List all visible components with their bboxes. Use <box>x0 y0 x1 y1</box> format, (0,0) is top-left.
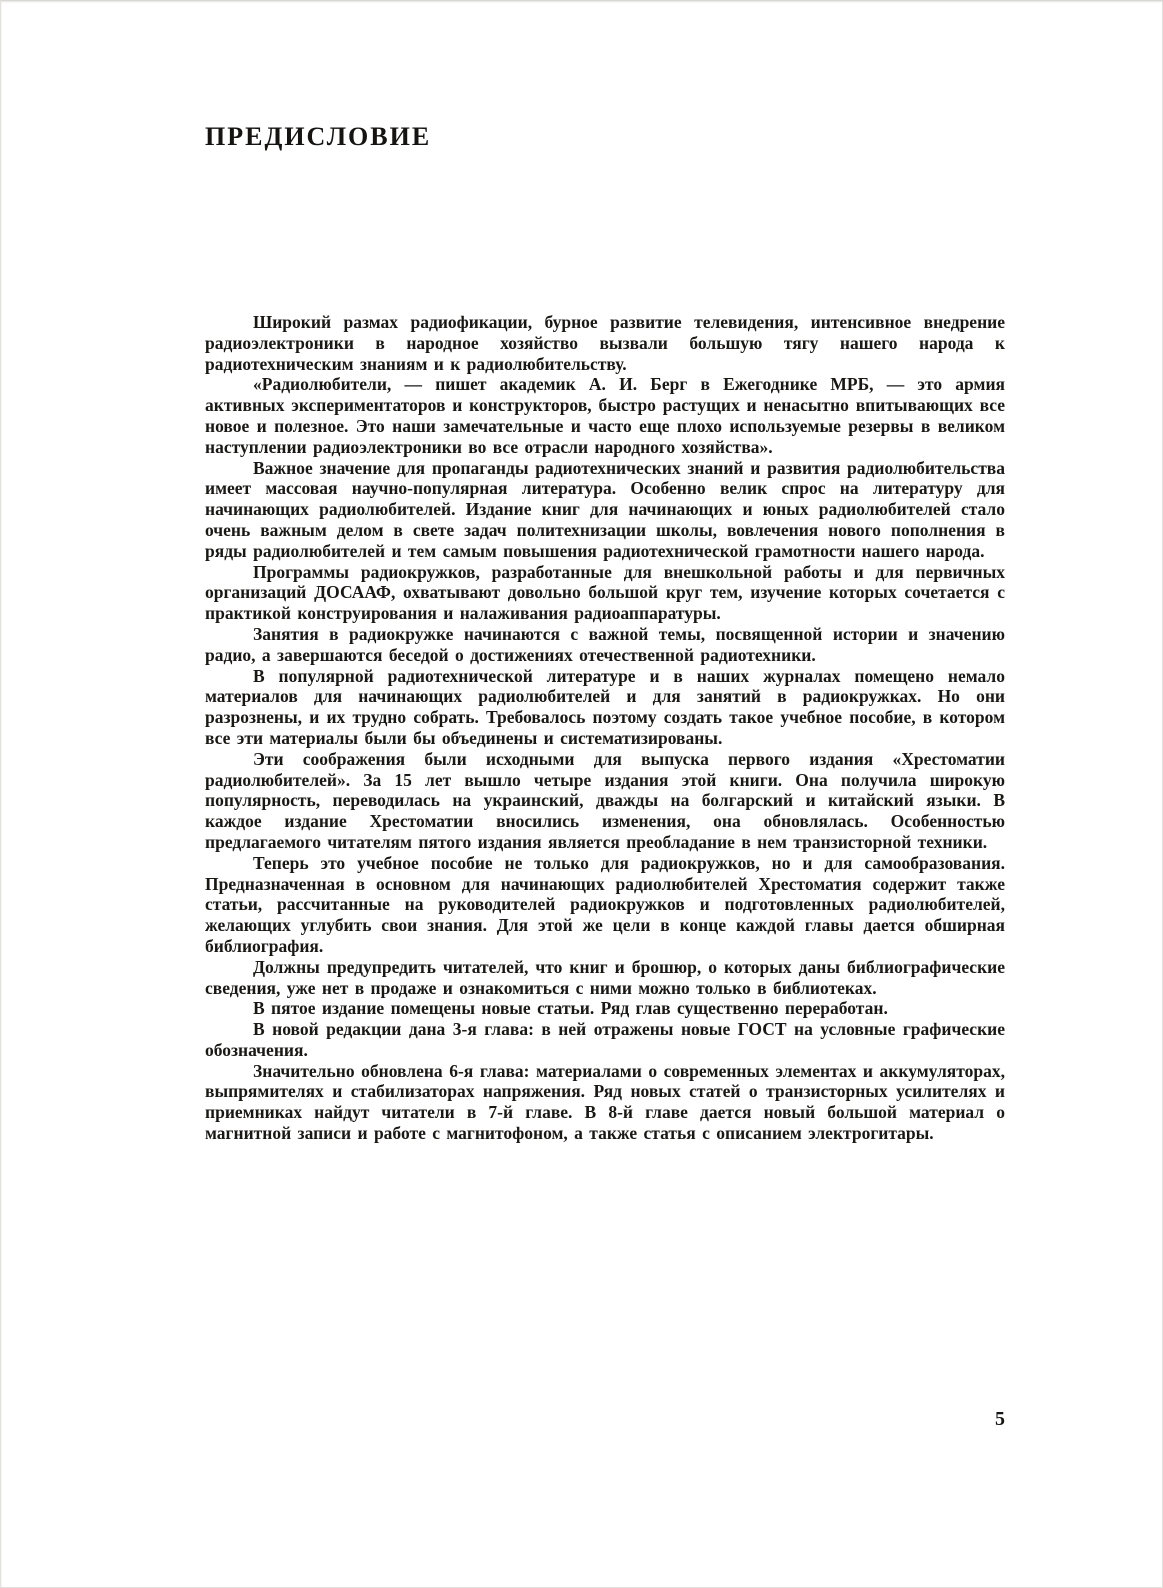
scan-edge-left <box>0 0 2 1588</box>
paragraph: В новой редакции дана 3-я глава: в ней отражены новые ГОСТ на условные графические обозначения. <box>205 1019 1005 1060</box>
paragraph: Теперь это учебное пособие не только для радиокружков, но и для самообразования. Предназначенная в основном для начинающих радиолюбителей Хрестоматия содержит также статьи, рассчитанные на руководителей радиокружков и подготовленных радиолюбителей, желающих углубить свои знания. Для этой же цели в конце каждой главы дается обширная библиография. <box>205 852 1005 956</box>
scan-edge-top <box>0 0 1163 3</box>
paragraph: В популярной радиотехнической литературе и в наших журналах помещено немало материалов для начинающих радиолюбителей и для занятий в радиокружках. Но они разрознены, и их трудно собрать. Требовалось поэтому создать такое учебное пособие, в котором все эти материалы были бы объединены и систематизированы. <box>205 665 1005 748</box>
paragraph: Широкий размах радиофикации, бурное развитие телевидения, интенсивное внедрение радиоэлектроники в народное хозяйство вызвали большую тягу нашего народа к радиотехническим знаниям и к радиолюбительству. <box>205 312 1005 374</box>
paragraph: Занятия в радиокружке начинаются с важной темы, посвященной истории и значению радио, а завершаются беседой о достижениях отечественной радиотехники. <box>205 623 1005 665</box>
page-number: 5 <box>995 1408 1005 1430</box>
paragraph: Значительно обновлена 6-я глава: материалами о современных элементах и аккумуляторах, выпрямителях и стабилизаторах напряжения. Ряд новых статей о транзисторных усилителях и приемниках найдут читатели в 7-й главе. В 8-й главе дается новый большой материал о магнитной записи и работе с магнитофоном, а также статья с описанием электрогитары. <box>205 1060 1005 1144</box>
paragraph: В пятое издание помещены новые статьи. Ряд глав существенно переработан. <box>253 998 888 1019</box>
paragraph: Программы радиокружков, разработанные для внешкольной работы и для первичных организаций ДОСААФ, охватывают довольно большой круг тем, изучение которых сочетается с практикой конструирования и налаживания радиоаппаратуры. <box>205 561 1005 624</box>
page-title: ПРЕДИСЛОВИЕ <box>205 122 432 151</box>
paragraph: «Радиолюбители, — пишет академик А. И. Берг в Ежегоднике МРБ, — это армия активных экспериментаторов и конструкторов, быстро растущих и ненасытно впитывающих все новое и полезное. Это наши замечательные и часто еще плохо используемые резервы в великом наступлении радиоэлектроники во все отрасли народного хозяйства». <box>205 374 1005 457</box>
paragraph: Должны предупредить читателей, что книг и брошюр, о которых даны библиографические сведения, уже нет в продаже и ознакомиться с ними можно только в библиотеках. <box>205 956 1005 998</box>
paragraph: Важное значение для пропаганды радиотехнических знаний и развития радиолюбительства имеет массовая научно-популярная литература. Особенно велик спрос на литературу для начинающих радиолюбителей. Издание книг для начинающих и юных радиолюбителей стало очень важным делом в свете задач политехнизации школы, вовлечения нового пополнения в ряды радиолюбителей и тем самым повышения радиотехнической грамотности нашего народа. <box>205 457 1005 561</box>
paragraph: Эти соображения были исходными для выпуска первого издания «Хрестоматии радиолюбителей». За 15 лет вышло четыре издания этой книги. Она получила широкую популярность, переводилась на украинский, дважды на болгарский и китайский языки. В каждое издание Хрестоматии вносились изменения, она обновлялась. Особенностью предлагаемого читателям пятого издания является преобладание в нем транзисторной техники. <box>205 748 1005 852</box>
body-text <box>205 312 1005 1144</box>
